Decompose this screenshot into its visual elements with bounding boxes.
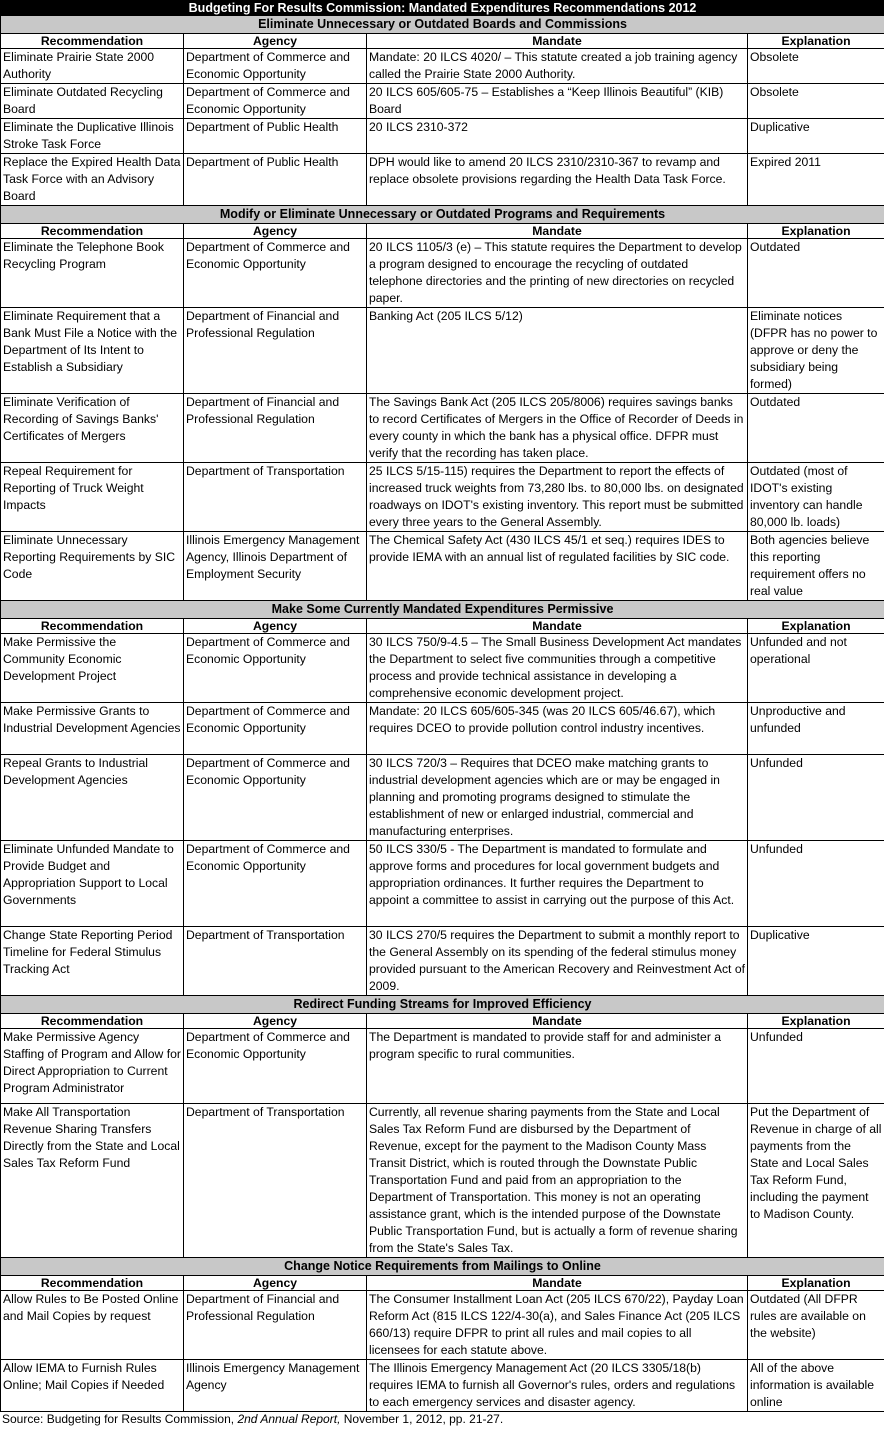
cell-explanation: Put the Department of Revenue in charge of all payments from the State and Local Sales Tax Reform Fund, including the payment to Madison County.: [748, 1104, 884, 1258]
table-row: [1, 308, 884, 394]
cell-mandate: Mandate: 20 ILCS 605/605-345 (was 20 ILCS 605/46.67), which requires DCEO to provide pollution control industry incentives.: [367, 703, 748, 755]
cell-explanation: Unfunded: [748, 755, 884, 841]
cell-recommendation: Allow Rules to Be Posted Online and Mail Copies by request: [1, 1291, 184, 1360]
column-header-row: [1, 619, 884, 634]
table-row: [1, 84, 884, 119]
cell-agency: Department of Commerce and Economic Opportunity: [184, 239, 367, 308]
cell-recommendation: Make Permissive Grants to Industrial Development Agencies: [1, 703, 184, 755]
cell-explanation: Outdated: [748, 239, 884, 308]
column-header-explanation: Explanation: [748, 619, 884, 634]
cell-mandate: Currently, all revenue sharing payments from the State and Local Sales Tax Reform Fund are disbursed by the Department of Revenue, except for the payment to the Madison County Mass Transit District, which is routed through the Downstate Public Transportation Fund and paid from an appropriation to the Department of Transportation. This money is not an operating assistance grant, which is the intended purpose of the Downstate Public Transportation Fund, but is actually a form of revenue sharing from the State's Sales Tax.: [367, 1104, 748, 1258]
column-header-mandate: Mandate: [367, 1014, 748, 1029]
cell-explanation: Duplicative: [748, 927, 884, 996]
column-header-mandate: Mandate: [367, 1276, 748, 1291]
column-header-row: [1, 1276, 884, 1291]
section-heading: Redirect Funding Streams for Improved Efficiency: [1, 996, 884, 1014]
cell-recommendation: Allow IEMA to Furnish Rules Online; Mail Copies if Needed: [1, 1360, 184, 1412]
section-heading-row: [1, 1258, 884, 1276]
table-row: [1, 634, 884, 703]
section-heading: Make Some Currently Mandated Expenditures Permissive: [1, 601, 884, 619]
column-header-explanation: Explanation: [748, 224, 884, 239]
cell-agency: Department of Commerce and Economic Opportunity: [184, 634, 367, 703]
column-header-recommendation: Recommendation: [1, 224, 184, 239]
column-header-mandate: Mandate: [367, 619, 748, 634]
column-header-agency: Agency: [184, 619, 367, 634]
source-report-title: 2nd Annual Report,: [237, 1412, 341, 1426]
cell-explanation: Expired 2011: [748, 154, 884, 206]
cell-recommendation: Make All Transportation Revenue Sharing Transfers Directly from the State and Local Sales Tax Reform Fund: [1, 1104, 184, 1258]
cell-explanation: Unproductive and unfunded: [748, 703, 884, 755]
cell-recommendation: Eliminate Prairie State 2000 Authority: [1, 49, 184, 84]
table-row: [1, 755, 884, 841]
column-header-agency: Agency: [184, 1276, 367, 1291]
table-row: [1, 154, 884, 206]
column-header-explanation: Explanation: [748, 1014, 884, 1029]
column-header-mandate: Mandate: [367, 34, 748, 49]
cell-mandate: The Department is mandated to provide staff for and administer a program specific to rural communities.: [367, 1029, 748, 1104]
cell-recommendation: Replace the Expired Health Data Task Force with an Advisory Board: [1, 154, 184, 206]
cell-agency: Department of Transportation: [184, 1104, 367, 1258]
cell-agency: Department of Commerce and Economic Opportunity: [184, 755, 367, 841]
cell-explanation: All of the above information is available online: [748, 1360, 884, 1412]
section-heading: Change Notice Requirements from Mailings to Online: [1, 1258, 884, 1276]
cell-agency: Department of Financial and Professional Regulation: [184, 394, 367, 463]
column-header-recommendation: Recommendation: [1, 1014, 184, 1029]
cell-mandate: Mandate: 20 ILCS 4020/ – This statute created a job training agency called the Prairie State 2000 Authority.: [367, 49, 748, 84]
cell-mandate: 30 ILCS 270/5 requires the Department to submit a monthly report to the General Assembly on its spending of the federal stimulus money provided pursuant to the American Recovery and Reinvestment Act of 2009.: [367, 927, 748, 996]
cell-explanation: Outdated: [748, 394, 884, 463]
cell-mandate: The Consumer Installment Loan Act (205 ILCS 670/22), Payday Loan Reform Act (815 ILCS 122/4-30(a), and Sales Finance Act (205 ILCS 660/13) require DFPR to print all rules and mail copies to all licensees for each statute above.: [367, 1291, 748, 1360]
cell-explanation: Obsolete: [748, 84, 884, 119]
title-row: [1, 1, 884, 16]
cell-explanation: Unfunded: [748, 841, 884, 927]
cell-agency: Department of Commerce and Economic Opportunity: [184, 841, 367, 927]
column-header-recommendation: Recommendation: [1, 34, 184, 49]
column-header-explanation: Explanation: [748, 34, 884, 49]
cell-agency: Illinois Emergency Management Agency, Illinois Department of Employment Security: [184, 532, 367, 601]
cell-mandate: The Chemical Safety Act (430 ILCS 45/1 et seq.) requires IDES to provide IEMA with an annual list of regulated facilities by SIC code.: [367, 532, 748, 601]
source-prefix: Source: Budgeting for Results Commission,: [2, 1412, 238, 1426]
column-header-agency: Agency: [184, 1014, 367, 1029]
column-header-row: [1, 224, 884, 239]
cell-mandate: DPH would like to amend 20 ILCS 2310/2310-367 to revamp and replace obsolete provisions regarding the Health Data Task Force.: [367, 154, 748, 206]
column-header-explanation: Explanation: [748, 1276, 884, 1291]
cell-agency: Illinois Emergency Management Agency: [184, 1360, 367, 1412]
table-row: [1, 1291, 884, 1360]
table-row: [1, 1360, 884, 1412]
cell-explanation: Outdated (most of IDOT's existing inventory can handle 80,000 lb. loads): [748, 463, 884, 532]
cell-recommendation: Eliminate Unnecessary Reporting Requirements by SIC Code: [1, 532, 184, 601]
cell-mandate: 50 ILCS 330/5 - The Department is mandated to formulate and approve forms and procedures for local government budgets and appropriation ordinances. It further requires the Department to appoint a committee to assist in carrying out the purpose of this Act.: [367, 841, 748, 927]
table-title: Budgeting For Results Commission: Mandated Expenditures Recommendations 2012: [1, 1, 884, 16]
cell-explanation: Outdated (All DFPR rules are available on the website): [748, 1291, 884, 1360]
cell-explanation: Both agencies believe this reporting requirement offers no real value: [748, 532, 884, 601]
section-heading-row: [1, 996, 884, 1014]
cell-agency: Department of Public Health: [184, 119, 367, 154]
cell-recommendation: Eliminate the Telephone Book Recycling Program: [1, 239, 184, 308]
section-heading: Modify or Eliminate Unnecessary or Outdated Programs and Requirements: [1, 206, 884, 224]
cell-agency: Department of Public Health: [184, 154, 367, 206]
section-heading-row: [1, 601, 884, 619]
column-header-recommendation: Recommendation: [1, 1276, 184, 1291]
cell-mandate: 20 ILCS 1105/3 (e) – This statute requires the Department to develop a program designed to encourage the recycling of outdated telephone directories and the printing of new directories on recycled paper.: [367, 239, 748, 308]
table-row: [1, 1104, 884, 1258]
cell-recommendation: Repeal Grants to Industrial Development Agencies: [1, 755, 184, 841]
cell-explanation: Unfunded and not operational: [748, 634, 884, 703]
cell-agency: Department of Commerce and Economic Opportunity: [184, 703, 367, 755]
cell-agency: Department of Commerce and Economic Opportunity: [184, 1029, 367, 1104]
section-heading-row: [1, 16, 884, 34]
cell-explanation: Duplicative: [748, 119, 884, 154]
source-suffix: November 1, 2012, pp. 21-27.: [340, 1412, 504, 1426]
table-row: [1, 532, 884, 601]
column-header-agency: Agency: [184, 34, 367, 49]
table-row: [1, 49, 884, 84]
table-row: [1, 703, 884, 755]
cell-mandate: The Savings Bank Act (205 ILCS 205/8006) requires savings banks to record Certificates of Mergers in the Office of Recorder of Deeds in every county in which the bank has a physical office. DFPR must verify that the recording has taken place.: [367, 394, 748, 463]
cell-recommendation: Make Permissive Agency Staffing of Program and Allow for Direct Appropriation to Current Program Administrator: [1, 1029, 184, 1104]
cell-mandate: 30 ILCS 720/3 – Requires that DCEO make matching grants to industrial development agencies which are or may be engaged in planning and promoting programs designed to stimulate the establishment of new or enlarged industrial, commercial and manufacturing enterprises.: [367, 755, 748, 841]
cell-agency: Department of Financial and Professional Regulation: [184, 308, 367, 394]
cell-recommendation: Repeal Requirement for Reporting of Truck Weight Impacts: [1, 463, 184, 532]
column-header-row: [1, 1014, 884, 1029]
column-header-mandate: Mandate: [367, 224, 748, 239]
cell-explanation: Obsolete: [748, 49, 884, 84]
cell-recommendation: Eliminate Requirement that a Bank Must File a Notice with the Department of Its Intent to Establish a Subsidiary: [1, 308, 184, 394]
cell-recommendation: Change State Reporting Period Timeline for Federal Stimulus Tracking Act: [1, 927, 184, 996]
cell-explanation: Unfunded: [748, 1029, 884, 1104]
cell-mandate: 20 ILCS 2310-372: [367, 119, 748, 154]
table-row: [1, 841, 884, 927]
column-header-agency: Agency: [184, 224, 367, 239]
column-header-recommendation: Recommendation: [1, 619, 184, 634]
source-note: [0, 1412, 884, 1427]
table-row: [1, 927, 884, 996]
table-row: [1, 119, 884, 154]
section-heading-row: [1, 206, 884, 224]
cell-mandate: 25 ILCS 5/15-115) requires the Department to report the effects of increased truck weights from 73,280 lbs. to 80,000 lbs. on designated roadways on IDOT's existing inventory. This report must be submitted every three years to the General Assembly.: [367, 463, 748, 532]
cell-agency: Department of Financial and Professional Regulation: [184, 1291, 367, 1360]
cell-agency: Department of Commerce and Economic Opportunity: [184, 84, 367, 119]
cell-agency: Department of Commerce and Economic Opportunity: [184, 49, 367, 84]
cell-explanation: Eliminate notices (DFPR has no power to approve or deny the subsidiary being formed): [748, 308, 884, 394]
cell-mandate: Banking Act (205 ILCS 5/12): [367, 308, 748, 394]
cell-mandate: 20 ILCS 605/605-75 – Establishes a “Keep Illinois Beautiful” (KIB) Board: [367, 84, 748, 119]
table-row: [1, 394, 884, 463]
cell-recommendation: Make Permissive the Community Economic Development Project: [1, 634, 184, 703]
section-heading: Eliminate Unnecessary or Outdated Boards and Commissions: [1, 16, 884, 34]
cell-agency: Department of Transportation: [184, 927, 367, 996]
cell-mandate: 30 ILCS 750/9-4.5 – The Small Business Development Act mandates the Department to select five communities through a competitive process and provide technical assistance in developing a comprehensive economic development project.: [367, 634, 748, 703]
cell-recommendation: Eliminate Unfunded Mandate to Provide Budget and Appropriation Support to Local Governments: [1, 841, 184, 927]
table-row: [1, 239, 884, 308]
cell-recommendation: Eliminate Outdated Recycling Board: [1, 84, 184, 119]
cell-agency: Department of Transportation: [184, 463, 367, 532]
table-row: [1, 463, 884, 532]
column-header-row: [1, 34, 884, 49]
cell-mandate: The Illinois Emergency Management Act (20 ILCS 3305/18(b) requires IEMA to furnish all Governor's rules, orders and regulations to each emergency services and disaster agency.: [367, 1360, 748, 1412]
cell-recommendation: Eliminate the Duplicative Illinois Stroke Task Force: [1, 119, 184, 154]
table-row: [1, 1029, 884, 1104]
cell-recommendation: Eliminate Verification of Recording of Savings Banks' Certificates of Mergers: [1, 394, 184, 463]
